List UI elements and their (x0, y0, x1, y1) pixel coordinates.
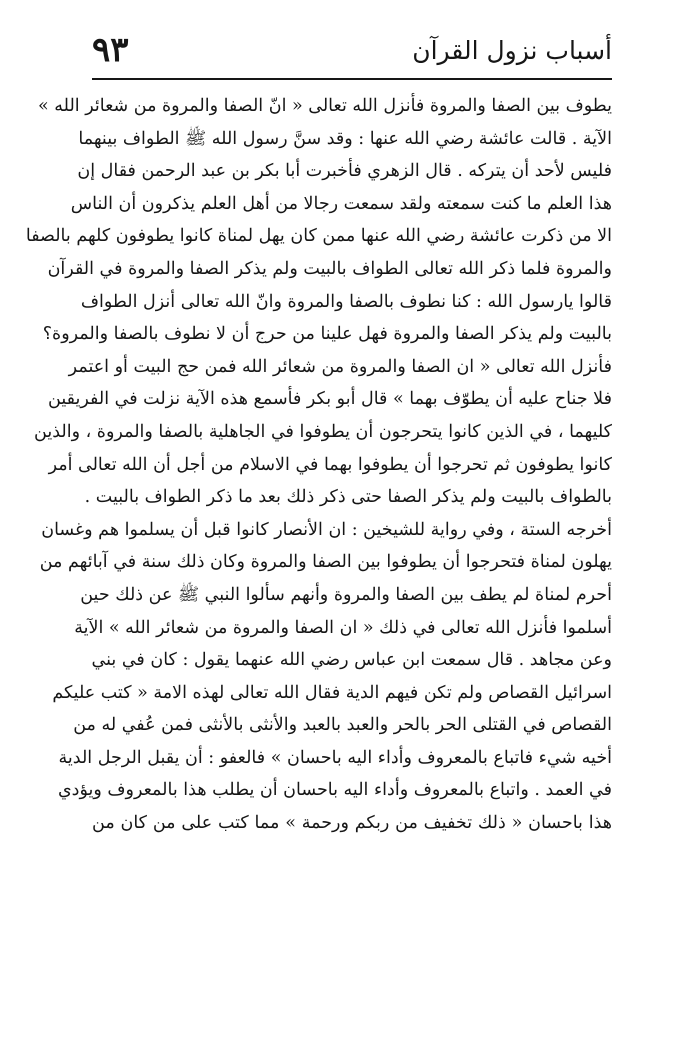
text-line: بالبيت ولم يذكر الصفا والمروة فهل علينا من حرج أن لا نطوف بالصفا والمروة؟ (42, 324, 612, 345)
text-line: القصاص في القتلى الحر بالحر والعبد بالعبد والأنثى بالأنثى فمن عُفي له من (73, 715, 612, 736)
text-line: فأنزل الله تعالى « ان الصفا والمروة من شعائر الله فمن حج البيت أو اعتمر (68, 356, 612, 377)
text-line: يهلون لمناة فتحرجوا أن يطوفوا بين الصفا والمروة وكان ذلك سنة في آبائهم من (39, 552, 612, 573)
text-line: قالوا يارسول الله : كنا نطوف بالصفا والمروة وانّ الله تعالى أنزل الطواف (80, 291, 612, 312)
text-line: الا من ذكرت عائشة رضي الله عنها ممن كان يهل لمناة كانوا يطوفون كلهم بالصفا (25, 226, 612, 247)
text-line: أخرجه الستة ، وفي رواية للشيخين : ان الأنصار كانوا قبل أن يسلموا هم وغسان (41, 519, 612, 540)
page-header (92, 28, 612, 72)
page-number: ٩٣ (92, 30, 129, 70)
text-line: بالطواف بالبيت ولم يذكر الصفا حتى ذكر ذلك بعد ما ذكر الطواف بالبيت . (84, 487, 612, 508)
text-line: في العمد . واتباع بالمعروف وأداء اليه باحسان أن يطلب هذا بالمعروف ويؤدي (57, 780, 612, 801)
text-line: كليهما ، في الذين كانوا يتحرجون أن يطوفوا في الجاهلية بالصفا والمروة ، والذين (34, 421, 612, 442)
body-text (25, 90, 612, 840)
text-line: فليس لأحد أن يتركه . قال الزهري فأخبرت أبا بكر بن عبد الرحمن فقال إن (77, 161, 612, 182)
text-line: هذا العلم ما كنت سمعته ولقد سمعت رجالا من أهل العلم يذكرون أن الناس (70, 193, 612, 214)
text-line: وعن مجاهد . قال سمعت ابن عباس رضي الله عنهما يقول : كان في بني (91, 650, 612, 671)
text-line: كانوا يطوفون ثم تحرجوا أن يطوفوا بهما في الاسلام من أجل أن الله تعالى أمر (48, 454, 612, 475)
text-line: أخيه شيء فاتباع بالمعروف وأداء اليه باحسان » فالعفو : أن يقبل الرجل الدية (58, 747, 612, 768)
text-line: اسرائيل القصاص ولم تكن فيهم الدية فقال الله تعالى لهذه الامة « كتب عليكم (52, 682, 612, 703)
text-line: والمروة فلما ذكر الله تعالى الطواف بالبيت ولم يذكر الصفا والمروة في القرآن (47, 258, 612, 279)
text-line: هذا باحسان « ذلك تخفيف من ربكم ورحمة » مما كتب على من كان من (92, 813, 612, 834)
running-title: أسباب نزول القرآن (412, 36, 612, 65)
text-line: يطوف بين الصفا والمروة فأنزل الله تعالى « انّ الصفا والمروة من شعائر الله » (38, 96, 612, 116)
text-line: أسلموا فأنزل الله تعالى في ذلك « ان الصفا والمروة من شعائر الله » الآية (74, 617, 612, 638)
header-rule (92, 78, 612, 80)
text-line: الآية . قالت عائشة رضي الله عنها : وقد سنَّ رسول الله ﷺ الطواف بينهما (78, 128, 612, 149)
text-line: فلا جناح عليه أن يطوّف بهما » قال أبو بكر فأسمع هذه الآية نزلت في الفريقين (48, 389, 612, 410)
text-line: أحرم لمناة لم يطف بين الصفا والمروة وأنهم سألوا النبي ﷺ عن ذلك حين (80, 584, 612, 605)
